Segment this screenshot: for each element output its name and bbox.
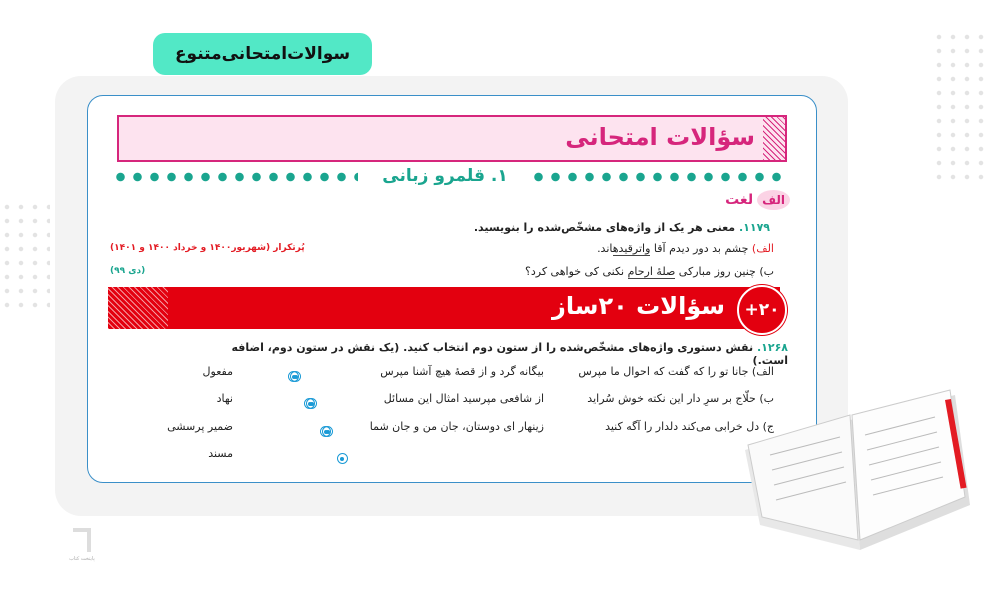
hatch-decoration — [108, 287, 168, 329]
item-text: چنین روز مبارکی — [675, 265, 756, 278]
subsection-badge: الف — [757, 190, 790, 210]
verse-first: ب) حلّاج بر سرِ دار این نکته خوش سُراید — [587, 392, 774, 405]
dot-pattern — [932, 30, 992, 180]
subsection-label: لغت — [725, 192, 754, 208]
plus-twenty-badge: +۲۰ — [737, 285, 787, 335]
logo-text: پایتخت کتاب — [69, 556, 95, 562]
question-number: ۱۲۶۸. — [756, 341, 788, 354]
question-prompt: معنی هر یک از واژه‌های مشخّص‌شده را بنویسید. — [473, 221, 736, 234]
band-title: سؤالات ۲۰ساز — [552, 292, 725, 320]
exam-date-tag: (دی ۹۹) — [110, 266, 146, 276]
frequency-tag: پُرتکرار (شهریور۱۴۰۰ و خرداد ۱۴۰۰ و ۱۴۰۱) — [110, 243, 305, 253]
question-number: ۱۱۷۹. — [738, 221, 770, 234]
hatch-decoration — [763, 117, 785, 160]
item-label: ب) — [759, 265, 774, 278]
q1-item-a — [374, 242, 774, 255]
option-label: ضمیر پرسشی — [167, 420, 233, 433]
publisher-logo — [62, 528, 102, 562]
item-text: نکنی کی خواهی کرد؟ — [525, 265, 628, 278]
dot-divider — [112, 172, 358, 182]
option-label: مسند — [208, 447, 233, 460]
dot-divider — [530, 172, 788, 182]
question-prompt: نقش دستوری واژه‌های مشخّص‌شده را از ستون دوم انتخاب کنید. (یک نقش در ستون دوم، اضافه است.) — [231, 341, 788, 367]
highlighted-word: صلهٔ ارحام — [627, 265, 676, 278]
dot-pattern — [0, 200, 50, 310]
exam-header — [117, 115, 787, 162]
verse-second: زینهار ای دوستان، جان من و جان شما — [369, 420, 544, 433]
question-1179 — [210, 221, 770, 234]
q1-item-b — [374, 265, 774, 278]
option-label: نهاد — [216, 392, 233, 405]
banner-pill: سوالات‌امتحانی‌متنوع — [153, 33, 372, 75]
logo-mark — [73, 528, 91, 552]
header-title: سؤالات امتحانی — [565, 123, 755, 151]
item-text: چشم بد دور دیدم آقا — [650, 242, 749, 255]
highlighted-word: واترقیده — [612, 242, 651, 255]
radio-button[interactable] — [337, 453, 348, 464]
verse-second: بیگانه گرد و از قصهٔ هیچ آشنا مپرس — [380, 365, 544, 378]
verse-first: ج) دل خرابی می‌کند دلدار را آگه کنید — [605, 420, 774, 433]
option-label: مفعول — [202, 365, 233, 378]
subsection-heading — [725, 190, 790, 210]
twenty-band — [108, 287, 780, 329]
item-text: اند. — [597, 242, 613, 255]
open-book-image — [740, 375, 975, 560]
section-title: ۱. قلمرو زبانی — [382, 166, 508, 186]
verse-first: الف) جانا تو را که گفت که احوال ما مپرس — [578, 365, 774, 378]
item-label: الف) — [751, 242, 774, 255]
verse-second: از شافعی مپرسید امثال این مسائل — [383, 392, 544, 405]
question-1268 — [228, 341, 788, 367]
